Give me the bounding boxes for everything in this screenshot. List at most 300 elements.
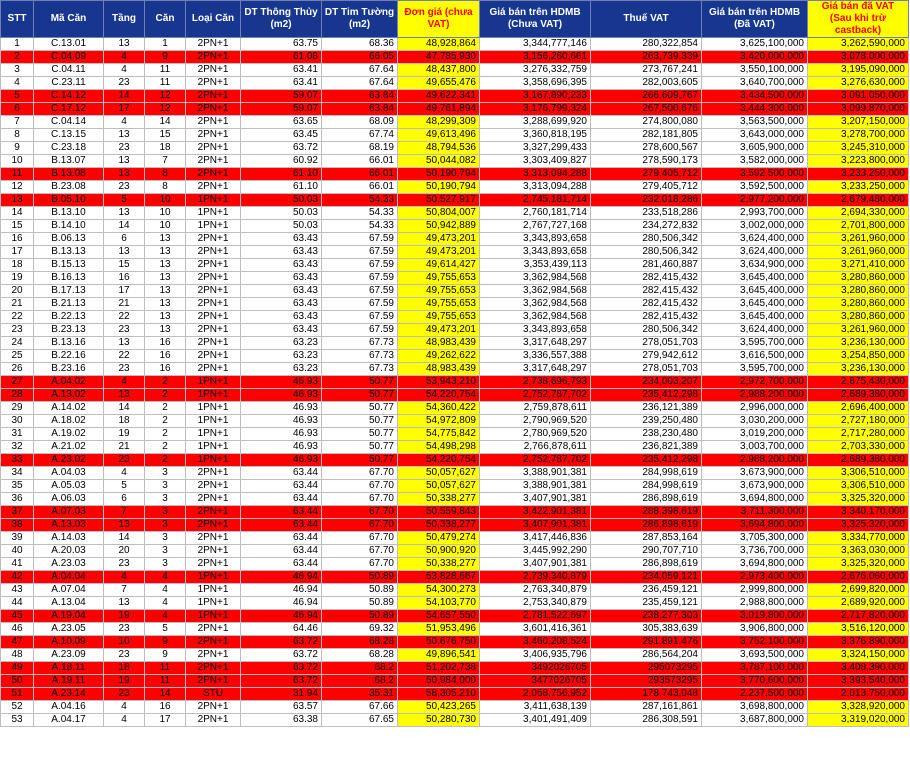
cell-can: 2: [145, 441, 186, 454]
cell-gia-sau-castback: 3,325,320,000: [808, 558, 909, 571]
cell-tang: 21: [104, 441, 145, 454]
cell-tang: 16: [104, 272, 145, 285]
cell-thue-vat: 273,767,241: [591, 64, 702, 77]
cell-gia-ban-da-vat: 3,643,000,000: [702, 129, 808, 142]
table-row: [1, 402, 909, 415]
cell-dt-tim-tuong: 67.70: [322, 532, 398, 545]
cell-thue-vat: 280,322,854: [591, 38, 702, 51]
cell-gia-ban-da-vat: 3,770,600,000: [702, 675, 808, 688]
cell-gia-ban-chua-vat: 2,767,727,168: [480, 220, 591, 233]
cell-don-gia: 47,785,930: [398, 51, 480, 64]
cell-stt: 44: [1, 597, 34, 610]
table-row: [1, 207, 909, 220]
cell-can: 3: [145, 506, 186, 519]
cell-gia-ban-da-vat: 3,595,700,000: [702, 337, 808, 350]
cell-gia-ban-chua-vat: 3,317,648,297: [480, 337, 591, 350]
table-row: [1, 688, 909, 701]
cell-gia-ban-da-vat: 3,694,800,000: [702, 558, 808, 571]
cell-don-gia: 50,527,917: [398, 194, 480, 207]
cell-loai-can: 2PN+1: [186, 246, 241, 259]
cell-thue-vat: 178,743,048: [591, 688, 702, 701]
cell-stt: 46: [1, 623, 34, 636]
cell-ma-can: B.22.16: [34, 350, 104, 363]
cell-dt-tim-tuong: 67.70: [322, 480, 398, 493]
cell-tang: 23: [104, 181, 145, 194]
cell-gia-sau-castback: 3,376,890,000: [808, 636, 909, 649]
cell-stt: 27: [1, 376, 34, 389]
cell-don-gia: 48,928,864: [398, 38, 480, 51]
table-row: [1, 610, 909, 623]
cell-dt-tim-tuong: 67.73: [322, 363, 398, 376]
cell-loai-can: 2PN+1: [186, 155, 241, 168]
cell-tang: 23: [104, 649, 145, 662]
cell-dt-thong-thuy: 64.46: [241, 623, 322, 636]
table-body: [1, 38, 909, 727]
cell-tang: 10: [104, 636, 145, 649]
cell-dt-thong-thuy: 63.23: [241, 363, 322, 376]
cell-dt-thong-thuy: 63.45: [241, 129, 322, 142]
table-row: [1, 129, 909, 142]
table-row: [1, 649, 909, 662]
cell-dt-tim-tuong: 67.59: [322, 246, 398, 259]
cell-tang: 19: [104, 428, 145, 441]
cell-stt: 37: [1, 506, 34, 519]
cell-stt: 19: [1, 272, 34, 285]
cell-can: 2: [145, 415, 186, 428]
cell-thue-vat: 274,800,080: [591, 116, 702, 129]
cell-dt-thong-thuy: 63.43: [241, 272, 322, 285]
cell-gia-ban-chua-vat: 3492026705: [480, 662, 591, 675]
cell-gia-ban-da-vat: 3,645,400,000: [702, 298, 808, 311]
cell-stt: 41: [1, 558, 34, 571]
cell-tang: 13: [104, 519, 145, 532]
cell-gia-ban-chua-vat: 2,781,522,697: [480, 610, 591, 623]
cell-stt: 7: [1, 116, 34, 129]
cell-don-gia: 49,755,653: [398, 311, 480, 324]
cell-loai-can: 1PN+1: [186, 220, 241, 233]
cell-dt-thong-thuy: 63.23: [241, 337, 322, 350]
cell-tang: 13: [104, 597, 145, 610]
cell-dt-thong-thuy: 63.43: [241, 311, 322, 324]
cell-gia-ban-da-vat: 2,977,200,000: [702, 194, 808, 207]
cell-can: 3: [145, 558, 186, 571]
table-row: [1, 493, 909, 506]
cell-dt-thong-thuy: 63.44: [241, 480, 322, 493]
cell-tang: 13: [104, 168, 145, 181]
cell-dt-tim-tuong: 67.70: [322, 467, 398, 480]
cell-stt: 28: [1, 389, 34, 402]
cell-gia-ban-chua-vat: 3,343,893,658: [480, 246, 591, 259]
cell-loai-can: 1PN+1: [186, 194, 241, 207]
cell-tang: 23: [104, 363, 145, 376]
table-row: [1, 155, 909, 168]
cell-tang: 13: [104, 129, 145, 142]
cell-gia-sau-castback: 3,091,050,000: [808, 90, 909, 103]
cell-can: 13: [145, 259, 186, 272]
cell-gia-sau-castback: 2,689,380,000: [808, 454, 909, 467]
cell-can: 4: [145, 571, 186, 584]
cell-don-gia: 50,057,627: [398, 467, 480, 480]
cell-ma-can: A.23.02: [34, 454, 104, 467]
cell-gia-sau-castback: 3,236,130,000: [808, 363, 909, 376]
cell-don-gia: 54,360,422: [398, 402, 480, 415]
table-row: [1, 376, 909, 389]
table-row: [1, 441, 909, 454]
cell-stt: 48: [1, 649, 34, 662]
cell-loai-can: 2PN+1: [186, 532, 241, 545]
cell-stt: 17: [1, 246, 34, 259]
cell-dt-tim-tuong: 67.70: [322, 506, 398, 519]
cell-dt-tim-tuong: 50.77: [322, 441, 398, 454]
cell-dt-tim-tuong: 67.70: [322, 519, 398, 532]
cell-dt-thong-thuy: 63.43: [241, 259, 322, 272]
cell-don-gia: 54,220,754: [398, 454, 480, 467]
cell-gia-ban-chua-vat: 2,752,787,702: [480, 454, 591, 467]
table-row: [1, 675, 909, 688]
cell-dt-thong-thuy: 63.72: [241, 649, 322, 662]
cell-loai-can: 2PN+1: [186, 51, 241, 64]
cell-thue-vat: 233,518,286: [591, 207, 702, 220]
cell-thue-vat: 286,564,204: [591, 649, 702, 662]
col-header-gia-ban-chua-vat: Giá bán trên HDMB (Chưa VAT): [480, 1, 591, 38]
cell-dt-tim-tuong: 63.84: [322, 90, 398, 103]
cell-don-gia: 50,984,000: [398, 675, 480, 688]
cell-gia-sau-castback: 2,717,820,000: [808, 610, 909, 623]
cell-gia-sau-castback: 3,233,250,000: [808, 168, 909, 181]
cell-tang: 23: [104, 142, 145, 155]
cell-gia-ban-da-vat: 3,694,800,000: [702, 493, 808, 506]
cell-gia-sau-castback: 3,280,860,000: [808, 298, 909, 311]
cell-dt-thong-thuy: 50.03: [241, 194, 322, 207]
cell-dt-tim-tuong: 50.89: [322, 597, 398, 610]
cell-gia-sau-castback: 3,319,020,000: [808, 714, 909, 727]
cell-dt-thong-thuy: 63.72: [241, 636, 322, 649]
cell-tang: 13: [104, 38, 145, 51]
cell-loai-can: 2PN+1: [186, 649, 241, 662]
cell-stt: 3: [1, 64, 34, 77]
table-row: [1, 545, 909, 558]
col-header-dt-thong-thuy: DT Thông Thủy (m2): [241, 1, 322, 38]
table-row: [1, 285, 909, 298]
cell-ma-can: B.23.16: [34, 363, 104, 376]
cell-don-gia: 54,300,273: [398, 584, 480, 597]
cell-ma-can: A.19.02: [34, 428, 104, 441]
cell-dt-tim-tuong: 67.64: [322, 64, 398, 77]
cell-ma-can: A.05.03: [34, 480, 104, 493]
cell-dt-thong-thuy: 63.43: [241, 324, 322, 337]
cell-thue-vat: 293573295: [591, 675, 702, 688]
cell-thue-vat: 234,272,832: [591, 220, 702, 233]
cell-thue-vat: 282,181,805: [591, 129, 702, 142]
cell-gia-ban-chua-vat: 2,058,756,952: [480, 688, 591, 701]
cell-dt-tim-tuong: 54.33: [322, 220, 398, 233]
cell-gia-ban-chua-vat: 3,362,984,568: [480, 311, 591, 324]
table-row: [1, 272, 909, 285]
cell-dt-thong-thuy: 63.75: [241, 38, 322, 51]
cell-tang: 6: [104, 233, 145, 246]
cell-dt-tim-tuong: 67.59: [322, 233, 398, 246]
cell-ma-can: A.04.16: [34, 701, 104, 714]
cell-gia-ban-da-vat: 3,592,500,000: [702, 181, 808, 194]
table-row: [1, 584, 909, 597]
cell-can: 17: [145, 714, 186, 727]
cell-tang: 23: [104, 454, 145, 467]
cell-tang: 22: [104, 350, 145, 363]
cell-stt: 8: [1, 129, 34, 142]
cell-gia-ban-chua-vat: 2,752,787,702: [480, 389, 591, 402]
table-row: [1, 714, 909, 727]
cell-can: 13: [145, 311, 186, 324]
cell-can: 11: [145, 662, 186, 675]
cell-dt-thong-thuy: 61.10: [241, 168, 322, 181]
cell-dt-tim-tuong: 68.2: [322, 675, 398, 688]
cell-ma-can: A.04.02: [34, 376, 104, 389]
cell-gia-ban-da-vat: 3,624,400,000: [702, 233, 808, 246]
cell-dt-tim-tuong: 50.77: [322, 376, 398, 389]
cell-dt-thong-thuy: 63.44: [241, 506, 322, 519]
cell-dt-tim-tuong: 54.33: [322, 194, 398, 207]
table-row: [1, 389, 909, 402]
cell-ma-can: A.04.17: [34, 714, 104, 727]
cell-stt: 5: [1, 90, 34, 103]
cell-loai-can: 1PN+1: [186, 454, 241, 467]
cell-loai-can: 2PN+1: [186, 64, 241, 77]
cell-tang: 4: [104, 701, 145, 714]
cell-don-gia: 49,614,427: [398, 259, 480, 272]
cell-don-gia: 50,190,794: [398, 181, 480, 194]
cell-gia-ban-chua-vat: 3,313,094,288: [480, 168, 591, 181]
cell-gia-ban-da-vat: 3,444,300,000: [702, 103, 808, 116]
cell-thue-vat: 279,942,612: [591, 350, 702, 363]
cell-stt: 11: [1, 168, 34, 181]
cell-ma-can: B.22.13: [34, 311, 104, 324]
cell-ma-can: C.23.11: [34, 77, 104, 90]
cell-stt: 32: [1, 441, 34, 454]
cell-dt-thong-thuy: 63.41: [241, 77, 322, 90]
cell-ma-can: A.04.04: [34, 571, 104, 584]
cell-stt: 31: [1, 428, 34, 441]
table-row: [1, 519, 909, 532]
col-header-tang: Tầng: [104, 1, 145, 38]
cell-gia-ban-chua-vat: 2,790,969,520: [480, 415, 591, 428]
cell-tang: 14: [104, 402, 145, 415]
cell-gia-ban-chua-vat: 3,362,984,568: [480, 298, 591, 311]
cell-gia-ban-da-vat: 3,592,500,000: [702, 168, 808, 181]
cell-tang: 5: [104, 480, 145, 493]
cell-stt: 26: [1, 363, 34, 376]
cell-stt: 16: [1, 233, 34, 246]
cell-don-gia: 54,498,298: [398, 441, 480, 454]
cell-gia-ban-da-vat: 3,634,900,000: [702, 259, 808, 272]
cell-don-gia: 50,057,627: [398, 480, 480, 493]
cell-dt-tim-tuong: 68.09: [322, 116, 398, 129]
cell-loai-can: 1PN+1: [186, 597, 241, 610]
cell-can: 5: [145, 623, 186, 636]
cell-thue-vat: 282,003,605: [591, 77, 702, 90]
cell-don-gia: 50,559,843: [398, 506, 480, 519]
cell-loai-can: 1PN+1: [186, 571, 241, 584]
cell-dt-thong-thuy: 63.44: [241, 519, 322, 532]
cell-dt-thong-thuy: 46.93: [241, 454, 322, 467]
cell-gia-ban-chua-vat: 3,167,890,233: [480, 90, 591, 103]
cell-dt-tim-tuong: 68.36: [322, 38, 398, 51]
cell-ma-can: A.18.02: [34, 415, 104, 428]
cell-can: 4: [145, 610, 186, 623]
cell-stt: 10: [1, 155, 34, 168]
cell-tang: 23: [104, 558, 145, 571]
cell-loai-can: 2PN+1: [186, 272, 241, 285]
cell-dt-thong-thuy: 31.94: [241, 688, 322, 701]
cell-dt-thong-thuy: 61.10: [241, 181, 322, 194]
cell-loai-can: 2PN+1: [186, 636, 241, 649]
cell-tang: 18: [104, 662, 145, 675]
cell-gia-ban-chua-vat: 2,738,696,793: [480, 376, 591, 389]
cell-dt-thong-thuy: 63.44: [241, 467, 322, 480]
cell-gia-sau-castback: 2,694,330,000: [808, 207, 909, 220]
cell-can: 2: [145, 402, 186, 415]
cell-dt-thong-thuy: 46.93: [241, 376, 322, 389]
cell-gia-sau-castback: 3,306,510,000: [808, 480, 909, 493]
cell-gia-ban-da-vat: 3,705,300,000: [702, 532, 808, 545]
cell-tang: 13: [104, 337, 145, 350]
cell-gia-ban-chua-vat: 3,176,799,324: [480, 103, 591, 116]
cell-don-gia: 50,423,265: [398, 701, 480, 714]
cell-can: 8: [145, 181, 186, 194]
cell-dt-thong-thuy: 50.03: [241, 207, 322, 220]
cell-loai-can: 1PN+1: [186, 376, 241, 389]
cell-don-gia: 49,896,541: [398, 649, 480, 662]
cell-gia-ban-chua-vat: 3,401,491,409: [480, 714, 591, 727]
cell-gia-sau-castback: 3,261,960,000: [808, 246, 909, 259]
cell-gia-ban-da-vat: 3,694,800,000: [702, 519, 808, 532]
cell-can: 11: [145, 77, 186, 90]
cell-dt-tim-tuong: 67.59: [322, 259, 398, 272]
cell-tang: 22: [104, 311, 145, 324]
cell-gia-ban-chua-vat: 2,766,878,611: [480, 441, 591, 454]
cell-don-gia: 50,676,750: [398, 636, 480, 649]
cell-stt: 39: [1, 532, 34, 545]
cell-tang: 13: [104, 155, 145, 168]
cell-can: 9: [145, 649, 186, 662]
table-row: [1, 220, 909, 233]
cell-gia-ban-chua-vat: 3,343,893,658: [480, 233, 591, 246]
cell-gia-ban-da-vat: 3,624,400,000: [702, 246, 808, 259]
cell-gia-sau-castback: 2,699,820,000: [808, 584, 909, 597]
cell-can: 10: [145, 207, 186, 220]
cell-stt: 50: [1, 675, 34, 688]
cell-gia-ban-da-vat: 3,645,400,000: [702, 311, 808, 324]
cell-dt-thong-thuy: 63.44: [241, 532, 322, 545]
cell-tang: 18: [104, 415, 145, 428]
cell-loai-can: 2PN+1: [186, 714, 241, 727]
cell-dt-tim-tuong: 67.59: [322, 285, 398, 298]
cell-stt: 34: [1, 467, 34, 480]
cell-gia-ban-chua-vat: 3,460,208,524: [480, 636, 591, 649]
cell-thue-vat: 282,415,432: [591, 311, 702, 324]
cell-dt-tim-tuong: 54.33: [322, 207, 398, 220]
cell-don-gia: 49,473,201: [398, 246, 480, 259]
cell-gia-sau-castback: 3,363,030,000: [808, 545, 909, 558]
cell-can: 4: [145, 597, 186, 610]
cell-loai-can: 2PN+1: [186, 623, 241, 636]
cell-gia-ban-da-vat: 3,625,100,000: [702, 38, 808, 51]
cell-thue-vat: 286,898,619: [591, 519, 702, 532]
table-row: [1, 311, 909, 324]
cell-thue-vat: 280,506,342: [591, 246, 702, 259]
cell-gia-ban-chua-vat: 2,759,878,611: [480, 402, 591, 415]
cell-thue-vat: 236,459,121: [591, 584, 702, 597]
cell-tang: 23: [104, 688, 145, 701]
cell-can: 10: [145, 194, 186, 207]
cell-ma-can: C.17.12: [34, 103, 104, 116]
cell-gia-ban-chua-vat: 3,411,638,139: [480, 701, 591, 714]
cell-ma-can: A.23.09: [34, 649, 104, 662]
table-row: [1, 116, 909, 129]
cell-stt: 35: [1, 480, 34, 493]
cell-dt-tim-tuong: 63.84: [322, 103, 398, 116]
cell-ma-can: A.13.02: [34, 389, 104, 402]
cell-tang: 13: [104, 389, 145, 402]
table-row: [1, 142, 909, 155]
cell-loai-can: 2PN+1: [186, 298, 241, 311]
cell-loai-can: 2PN+1: [186, 545, 241, 558]
cell-dt-tim-tuong: 50.77: [322, 428, 398, 441]
cell-can: 7: [145, 155, 186, 168]
cell-gia-ban-da-vat: 3,595,700,000: [702, 363, 808, 376]
cell-don-gia: 49,755,653: [398, 285, 480, 298]
cell-gia-ban-da-vat: 3,616,500,000: [702, 350, 808, 363]
cell-gia-sau-castback: 2,701,800,000: [808, 220, 909, 233]
cell-gia-ban-chua-vat: 3,313,094,288: [480, 181, 591, 194]
cell-tang: 7: [104, 506, 145, 519]
cell-thue-vat: 280,506,342: [591, 233, 702, 246]
cell-tang: 20: [104, 545, 145, 558]
cell-can: 8: [145, 168, 186, 181]
cell-don-gia: 51,202,738: [398, 662, 480, 675]
col-header-gia-sau-castback: Giá bán đã VAT (Sau khi trừ castback): [808, 1, 909, 38]
cell-dt-tim-tuong: 50.77: [322, 389, 398, 402]
cell-thue-vat: 236,121,389: [591, 402, 702, 415]
cell-loai-can: 2PN+1: [186, 129, 241, 142]
cell-thue-vat: 282,415,432: [591, 272, 702, 285]
cell-ma-can: A.13.03: [34, 519, 104, 532]
cell-don-gia: 48,983,439: [398, 337, 480, 350]
cell-dt-thong-thuy: 63.43: [241, 298, 322, 311]
cell-dt-tim-tuong: 67.59: [322, 298, 398, 311]
cell-dt-tim-tuong: 67.70: [322, 545, 398, 558]
cell-gia-ban-chua-vat: 3,417,446,836: [480, 532, 591, 545]
cell-thue-vat: 235,412,298: [591, 454, 702, 467]
col-header-don-gia: Đơn giá (chưa VAT): [398, 1, 480, 38]
cell-don-gia: 49,473,201: [398, 233, 480, 246]
cell-stt: 42: [1, 571, 34, 584]
table-row: [1, 571, 909, 584]
cell-dt-thong-thuy: 63.72: [241, 662, 322, 675]
cell-loai-can: 1PN+1: [186, 428, 241, 441]
header-row: [1, 1, 909, 38]
cell-tang: 17: [104, 285, 145, 298]
cell-gia-sau-castback: 3,393,540,000: [808, 675, 909, 688]
cell-can: 11: [145, 64, 186, 77]
cell-gia-sau-castback: 2,696,400,000: [808, 402, 909, 415]
cell-stt: 45: [1, 610, 34, 623]
cell-dt-tim-tuong: 66.01: [322, 155, 398, 168]
cell-gia-sau-castback: 3,099,870,000: [808, 103, 909, 116]
cell-gia-sau-castback: 2,727,180,000: [808, 415, 909, 428]
cell-dt-tim-tuong: 67.70: [322, 558, 398, 571]
cell-dt-tim-tuong: 67.59: [322, 324, 398, 337]
table-row: [1, 428, 909, 441]
